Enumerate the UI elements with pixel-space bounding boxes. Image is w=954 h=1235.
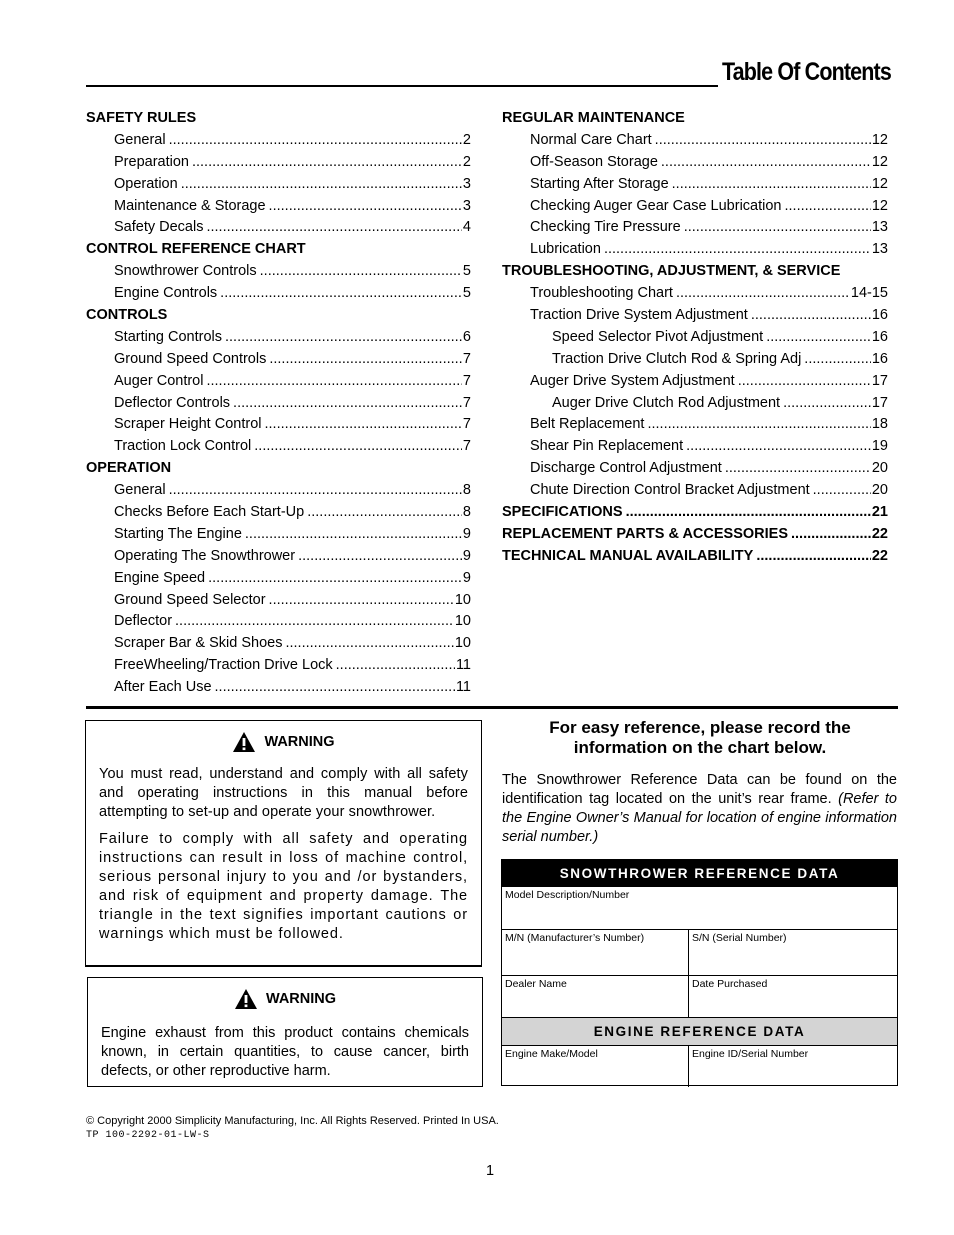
- toc-entry-label: Preparation: [114, 153, 189, 170]
- toc-entry-page: 11: [455, 679, 471, 696]
- toc-leader-dots: [181, 174, 462, 196]
- toc-entry-page: 13: [871, 241, 888, 258]
- toc-entry[interactable]: [502, 327, 888, 349]
- toc-entry-page: 12: [871, 153, 888, 170]
- toc-leader-dots: [791, 524, 871, 546]
- manufacturer-number-field[interactable]: M/N (Manufacturer’s Number): [505, 932, 645, 944]
- toc-entry-label: Snowthrower Controls: [114, 263, 257, 280]
- toc-entry-label: Starting The Engine: [114, 525, 242, 542]
- toc-entry-page: 5: [462, 263, 471, 280]
- toc-entry[interactable]: [502, 130, 888, 152]
- toc-entry-label: Checking Auger Gear Case Lubrication: [530, 197, 782, 214]
- toc-entry-label: Lubrication: [530, 241, 601, 258]
- toc-leader-dots: [676, 283, 850, 305]
- toc-entry[interactable]: [86, 590, 471, 612]
- toc-entry-label: Checking Tire Pressure: [530, 219, 681, 236]
- toc-entry-label: Deflector: [114, 613, 173, 630]
- toc-leader-dots: [783, 393, 871, 415]
- toc-leader-dots: [784, 196, 870, 218]
- toc-entry-label: Starting After Storage: [530, 175, 669, 192]
- warning-box-exhaust: [87, 977, 483, 1087]
- toc-section-heading[interactable]: [502, 502, 888, 524]
- toc-entry-page: 7: [462, 394, 471, 411]
- toc-entry-page: 5: [462, 285, 471, 302]
- toc-leader-dots: [169, 130, 462, 152]
- toc-entry[interactable]: [502, 305, 888, 327]
- reference-intro: [502, 771, 897, 847]
- toc-entry-page: 7: [462, 350, 471, 367]
- toc-leader-dots: [206, 217, 461, 239]
- toc-entry[interactable]: [502, 174, 888, 196]
- toc-entry-label: SAFETY RULES: [86, 110, 197, 126]
- toc-entry-label: Checks Before Each Start-Up: [114, 504, 305, 521]
- toc-entry-page: 7: [462, 438, 471, 455]
- toc-entry[interactable]: [502, 436, 888, 458]
- page-title: Table Of Contents: [722, 58, 891, 86]
- toc-entry-label: Ground Speed Controls: [114, 350, 267, 367]
- toc-entry-label: TROUBLESHOOTING, ADJUSTMENT, & SERVICE: [502, 263, 841, 280]
- reference-data-chart: [501, 859, 898, 1086]
- toc-entry-label: Scraper Height Control: [114, 416, 262, 433]
- toc-entry[interactable]: [502, 239, 888, 261]
- toc-entry-page: 9: [462, 525, 471, 542]
- toc-entry[interactable]: [86, 611, 471, 633]
- toc-entry-page: 21: [871, 504, 888, 521]
- toc-entry-page: 11: [455, 657, 471, 674]
- toc-entry-page: 13: [871, 219, 888, 236]
- date-purchased-field[interactable]: Date Purchased: [688, 976, 897, 1017]
- toc-entry[interactable]: [502, 283, 888, 305]
- page-number: 1: [485, 1163, 495, 1179]
- toc-leader-dots: [233, 393, 462, 415]
- reference-intro-text: The Snowthrower Reference Data can be found on the identification tag located on the unit’s rear frame.: [502, 772, 897, 807]
- toc-leader-dots: [684, 217, 871, 239]
- reference-row: [502, 887, 897, 929]
- toc-entry-page: 12: [871, 131, 888, 148]
- warning-paragraph: You must read, understand and comply with all safety and operating instructions in this manual before attempting to set-up and operate your snowthrower.: [99, 766, 468, 820]
- warning-triangle-icon: [234, 988, 258, 1010]
- toc-entry-page: 12: [871, 197, 888, 214]
- toc-entry[interactable]: [86, 524, 471, 546]
- toc-entry[interactable]: [86, 546, 471, 568]
- toc-entry-page: 19: [871, 438, 888, 455]
- toc-entry-page: 9: [462, 569, 471, 586]
- toc-section-heading[interactable]: [86, 239, 471, 261]
- toc-entry[interactable]: [86, 130, 471, 152]
- toc-section-heading[interactable]: [502, 524, 888, 546]
- toc-entry-page: 20: [871, 482, 888, 499]
- toc-entry[interactable]: [86, 196, 471, 218]
- toc-entry[interactable]: [502, 393, 888, 415]
- toc-leader-dots: [307, 502, 462, 524]
- toc-leader-dots: [169, 480, 462, 502]
- toc-leader-dots: [225, 327, 462, 349]
- toc-entry-label: Normal Care Chart: [530, 131, 652, 148]
- warning-triangle-icon: [232, 731, 256, 753]
- toc-entry-page: 8: [462, 504, 471, 521]
- toc-entry[interactable]: [86, 217, 471, 239]
- toc-leader-dots: [269, 196, 462, 218]
- toc-entry-page: 3: [462, 175, 471, 192]
- warning-heading: [88, 988, 482, 1010]
- toc-entry-page: 18: [871, 416, 888, 433]
- toc-entry-page: 7: [462, 416, 471, 433]
- toc-section-heading[interactable]: [86, 305, 471, 327]
- toc-entry-label: Traction Lock Control: [114, 438, 252, 455]
- toc-entry-label: REGULAR MAINTENANCE: [502, 110, 685, 126]
- toc-entry[interactable]: [502, 196, 888, 218]
- toc-entry[interactable]: [86, 152, 471, 174]
- warning-paragraph: Engine exhaust from this product contains chemicals known, in certain quantities, to cause cancer, birth defects, or other reproductive harm.: [101, 1025, 469, 1079]
- toc-entry[interactable]: [86, 633, 471, 655]
- toc-entry-label: Operation: [114, 175, 178, 192]
- toc-entry-label: CONTROLS: [86, 307, 168, 324]
- toc-entry-label: Operating The Snowthrower: [114, 547, 296, 564]
- section-divider: [86, 706, 898, 709]
- toc-leader-dots: [672, 174, 871, 196]
- reference-row: [502, 929, 897, 975]
- toc-leader-dots: [604, 239, 871, 261]
- reference-row: [502, 975, 897, 1017]
- model-description-field[interactable]: Model Description/Number: [505, 889, 630, 901]
- reference-heading: For easy reference, please record the information on the chart below.: [549, 718, 851, 757]
- dealer-name-field[interactable]: Dealer Name: [505, 978, 567, 990]
- toc-leader-dots: [215, 677, 455, 699]
- engine-make-model-field[interactable]: Engine Make/Model: [505, 1048, 598, 1060]
- toc-entry[interactable]: [502, 217, 888, 239]
- toc-section-heading[interactable]: [502, 261, 888, 283]
- toc-entry[interactable]: [86, 261, 471, 283]
- snowthrower-reference-header: SNOWTHROWER REFERENCE DATA: [502, 860, 897, 887]
- toc-entry-label: Scraper Bar & Skid Shoes: [114, 635, 283, 652]
- toc-entry-label: Starting Controls: [114, 328, 222, 345]
- toc-entry-label: General: [114, 482, 166, 499]
- toc-entry-page: 22: [871, 547, 888, 564]
- toc-leader-dots: [626, 502, 871, 524]
- toc-entry-label: Engine Controls: [114, 285, 218, 302]
- warning-heading: [86, 731, 481, 753]
- toc-entry[interactable]: [86, 414, 471, 436]
- document-number: TP 100-2292-01-LW-S: [86, 1130, 210, 1141]
- toc-entry-label: Belt Replacement: [530, 416, 645, 433]
- toc-entry-page: 22: [871, 525, 888, 542]
- toc-entry[interactable]: [86, 174, 471, 196]
- toc-entry-label: General: [114, 131, 166, 148]
- toc-entry-label: Troubleshooting Chart: [530, 285, 673, 302]
- toc-entry-page: 10: [454, 635, 471, 652]
- toc-entry-page: 10: [454, 613, 471, 630]
- toc-entry[interactable]: [502, 480, 888, 502]
- toc-leader-dots: [756, 546, 871, 568]
- toc-entry-label: Shear Pin Replacement: [530, 438, 684, 455]
- toc-entry-page: 16: [871, 350, 888, 367]
- toc-entry[interactable]: [86, 502, 471, 524]
- toc-entry-page: 17: [871, 372, 888, 389]
- toc-entry-label: Ground Speed Selector: [114, 591, 266, 608]
- toc-entry[interactable]: [86, 655, 471, 677]
- reference-row: [502, 1046, 897, 1087]
- toc-entry[interactable]: [502, 349, 888, 371]
- toc-entry-label: Traction Drive Clutch Rod & Spring Adj: [552, 350, 802, 367]
- toc-entry-label: Deflector Controls: [114, 394, 231, 411]
- serial-number-field[interactable]: S/N (Serial Number): [688, 930, 897, 975]
- toc-entry-page: 7: [462, 372, 471, 389]
- copyright-notice: © Copyright 2000 Simplicity Manufacturing, Inc. All Rights Reserved. Printed In USA.: [86, 1115, 499, 1127]
- toc-entry-label: CONTROL REFERENCE CHART: [86, 241, 306, 258]
- toc-section-heading[interactable]: [502, 108, 888, 130]
- toc-entry[interactable]: [86, 283, 471, 305]
- toc-leader-dots: [298, 546, 462, 568]
- toc-right-column: [502, 108, 888, 568]
- toc-entry-page: 12: [871, 175, 888, 192]
- warning-label: WARNING: [265, 991, 337, 1007]
- toc-entry-page: 14-15: [850, 285, 888, 302]
- toc-leader-dots: [208, 568, 462, 590]
- toc-entry[interactable]: [86, 393, 471, 415]
- toc-entry-label: Discharge Control Adjustment: [530, 460, 722, 477]
- toc-leader-dots: [260, 261, 462, 283]
- toc-entry-label: Speed Selector Pivot Adjustment: [552, 328, 764, 345]
- toc-entry-label: Auger Drive Clutch Rod Adjustment: [552, 394, 781, 411]
- toc-section-heading[interactable]: [502, 546, 888, 568]
- toc-entry-page: 2: [462, 153, 471, 170]
- toc-entry-page: 16: [871, 328, 888, 345]
- toc-entry[interactable]: [86, 568, 471, 590]
- toc-entry[interactable]: [86, 436, 471, 458]
- toc-leader-dots: [661, 152, 871, 174]
- toc-leader-dots: [265, 414, 462, 436]
- toc-leader-dots: [655, 130, 871, 152]
- toc-leader-dots: [254, 436, 462, 458]
- toc-entry[interactable]: [502, 152, 888, 174]
- toc-leader-dots: [738, 371, 871, 393]
- toc-entry-label: Auger Drive System Adjustment: [530, 372, 735, 389]
- toc-entry-label: Auger Control: [114, 372, 204, 389]
- title-rule: [86, 85, 718, 87]
- engine-reference-header: ENGINE REFERENCE DATA: [502, 1017, 897, 1046]
- toc-leader-dots: [647, 414, 870, 436]
- toc-entry-label: FreeWheeling/Traction Drive Lock: [114, 657, 333, 674]
- toc-entry-page: 17: [871, 394, 888, 411]
- toc-entry-label: Off-Season Storage: [530, 153, 658, 170]
- toc-entry[interactable]: [86, 327, 471, 349]
- toc-entry-label: Safety Decals: [114, 219, 204, 236]
- toc-leader-dots: [206, 371, 461, 393]
- toc-entry-label: TECHNICAL MANUAL AVAILABILITY: [502, 547, 754, 564]
- toc-entry-page: 9: [462, 547, 471, 564]
- warning-label: WARNING: [264, 734, 335, 750]
- toc-entry[interactable]: [502, 414, 888, 436]
- toc-leader-dots: [192, 152, 462, 174]
- toc-leader-dots: [336, 655, 455, 677]
- toc-leader-dots: [245, 524, 462, 546]
- toc-entry-page: 16: [871, 307, 888, 324]
- toc-entry-label: Traction Drive System Adjustment: [530, 307, 748, 324]
- toc-leader-dots: [269, 349, 462, 371]
- toc-leader-dots: [725, 458, 871, 480]
- toc-leader-dots: [813, 480, 871, 502]
- toc-left-column: [86, 108, 471, 699]
- reference-intro-note: (Refer to the Engine Owner’s Manual for location of engine information serial number.): [502, 791, 897, 845]
- toc-entry[interactable]: [502, 458, 888, 480]
- toc-leader-dots: [804, 349, 871, 371]
- toc-entry-page: 10: [454, 591, 471, 608]
- toc-entry-label: REPLACEMENT PARTS & ACCESSORIES: [502, 525, 788, 542]
- toc-entry[interactable]: [86, 371, 471, 393]
- toc-entry-page: 8: [462, 482, 471, 499]
- toc-entry[interactable]: [502, 371, 888, 393]
- toc-entry-page: 6: [462, 328, 471, 345]
- toc-entry[interactable]: [86, 349, 471, 371]
- toc-entry-label: After Each Use: [114, 679, 212, 696]
- toc-leader-dots: [285, 633, 453, 655]
- toc-leader-dots: [220, 283, 462, 305]
- toc-entry-label: SPECIFICATIONS: [502, 504, 623, 521]
- toc-leader-dots: [269, 590, 454, 612]
- warning-box-safety: [85, 720, 482, 967]
- toc-entry-page: 2: [462, 131, 471, 148]
- toc-leader-dots: [686, 436, 871, 458]
- toc-leader-dots: [766, 327, 871, 349]
- toc-entry-label: OPERATION: [86, 460, 172, 477]
- engine-serial-number-field[interactable]: Engine ID/Serial Number: [688, 1046, 897, 1087]
- toc-section-heading[interactable]: [86, 458, 471, 480]
- toc-leader-dots: [175, 611, 454, 633]
- toc-entry-page: 3: [462, 197, 471, 214]
- toc-leader-dots: [751, 305, 871, 327]
- toc-entry[interactable]: [86, 480, 471, 502]
- toc-entry-label: Maintenance & Storage: [114, 197, 266, 214]
- toc-section-heading[interactable]: [86, 108, 471, 130]
- toc-entry-label: Chute Direction Control Bracket Adjustment: [530, 482, 810, 499]
- toc-entry-page: 4: [462, 219, 471, 236]
- toc-entry[interactable]: [86, 677, 471, 699]
- warning-paragraph: Failure to comply with all safety and operating instructions can result in loss of machine control, serious personal injury to you and /or bystanders, and risk of equipment and property damage. The triangle in the text signifies important cautions or warnings which must be followed.: [99, 831, 468, 942]
- toc-entry-label: Engine Speed: [114, 569, 206, 586]
- toc-entry-page: 20: [871, 460, 888, 477]
